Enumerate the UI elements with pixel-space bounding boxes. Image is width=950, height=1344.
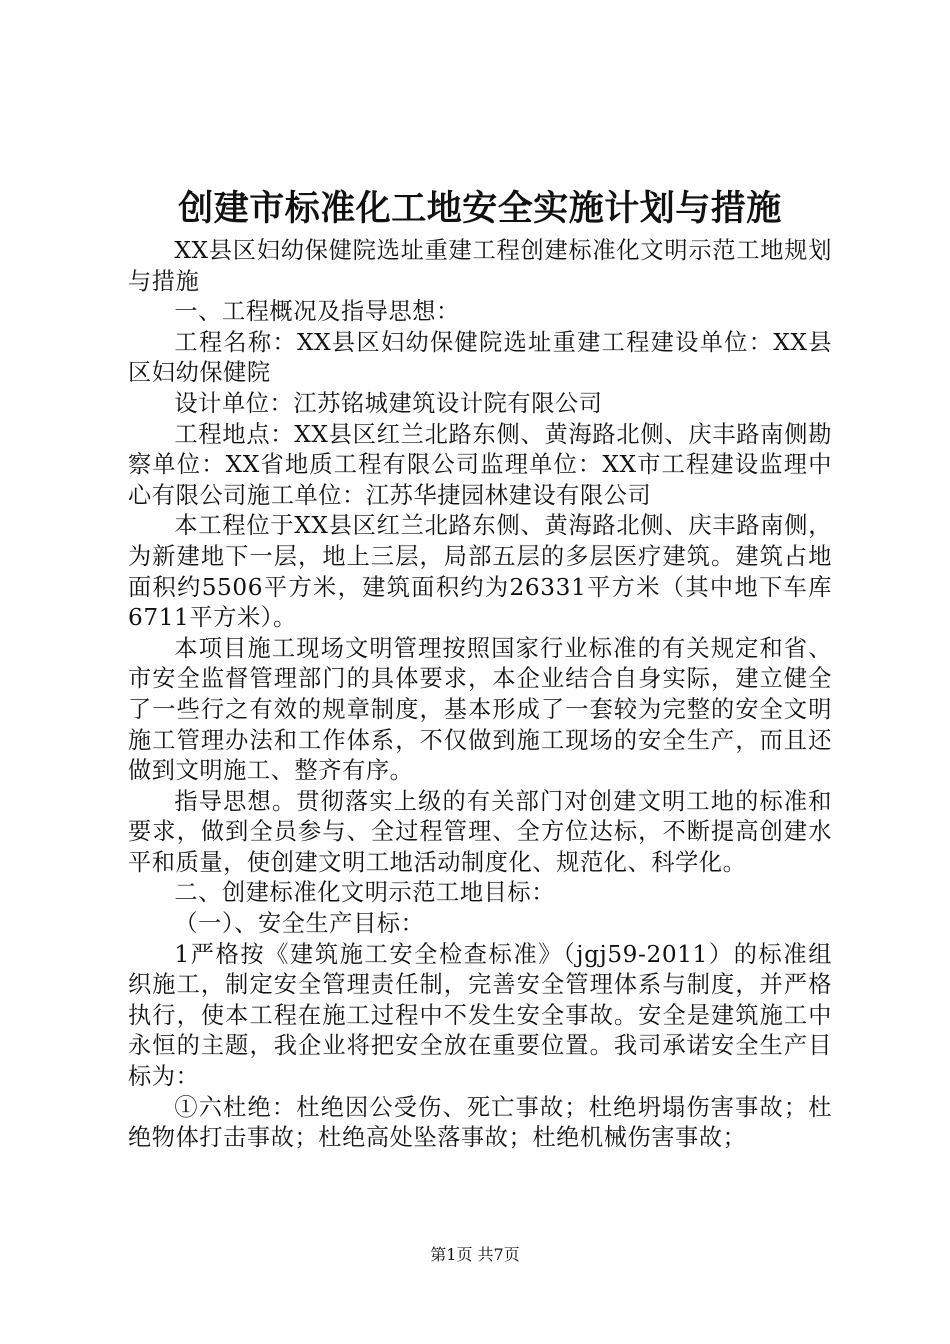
document-title: 创建市标准化工地安全实施计划与措施 xyxy=(178,188,782,229)
section-heading-goals: 二、创建标准化文明示范工地目标： xyxy=(174,879,555,907)
paragraph-project-name: XX县区妇幼保健院选址重建工程创建标准化文明示范工地规划与措施 xyxy=(128,237,832,295)
page-number-footer: 第1页 共7页 xyxy=(430,1245,520,1264)
document-body xyxy=(128,236,832,1154)
document-page xyxy=(128,0,832,1344)
subsection-heading-safety: （一）、安全生产目标： xyxy=(174,910,425,938)
paragraph-management: 本项目施工现场文明管理按照国家行业标准的有关规定和省、市安全监督管理部门的具体要求，本企业结合自身实际，建立健全了一些行之有效的规章制度，基本形成了一套较为完整的安全文明施工管理办法和工作体系，不仅做到施工现场的安全生产，而且还做到文明施工、整齐有序。 xyxy=(128,634,832,785)
paragraph-guiding-thought: 指导思想。贯彻落实上级的有关部门对创建文明工地的标准和要求，做到全员参与、全过程管理、全方位达标，不断提高创建水平和质量，使创建文明工地活动制度化、规范化、科学化。 xyxy=(128,787,832,876)
paragraph-project-owner: 工程名称：XX县区妇幼保健院选址重建工程建设单位：XX县区妇幼保健院 xyxy=(128,328,832,387)
paragraph-project-scale: 本工程位于XX县区红兰北路东侧、黄海路北侧、庆丰路南侧，为新建地下一层，地上三层，局部五层的多层医疗建筑。建筑占地面积约5506平方米，建筑面积约为26331平方米（其中地下车库6711平方米）。 xyxy=(128,512,832,632)
paragraph-site-units: 工程地点：XX县区红兰北路东侧、黄海路北侧、庆丰路南侧勘察单位：XX省地质工程有限公司监理单位：XX市工程建设监理中心有限公司施工单位：江苏华捷园林建设有限公司 xyxy=(128,420,832,509)
paragraph-safety-standard: 1严格按《建筑施工安全检查标准》（jgj59-2011）的标准组织施工，制定安全管理责任制，完善安全管理体系与制度，并严格执行，使本工程在施工过程中不发生安全事故。安全是建筑施工中永恒的主题，我企业将把安全放在重要位置。我司承诺安全生产目标为： xyxy=(128,940,832,1091)
section-heading-overview: 一、工程概况及指导思想： xyxy=(174,298,460,326)
paragraph-six-eliminations: ①六杜绝：杜绝因公受伤、死亡事故；杜绝坍塌伤害事故；杜绝物体打击事故；杜绝高处坠落事故；杜绝机械伤害事故； xyxy=(128,1093,832,1152)
paragraph-design-unit: 设计单位：江苏铭城建筑设计院有限公司 xyxy=(174,389,603,417)
